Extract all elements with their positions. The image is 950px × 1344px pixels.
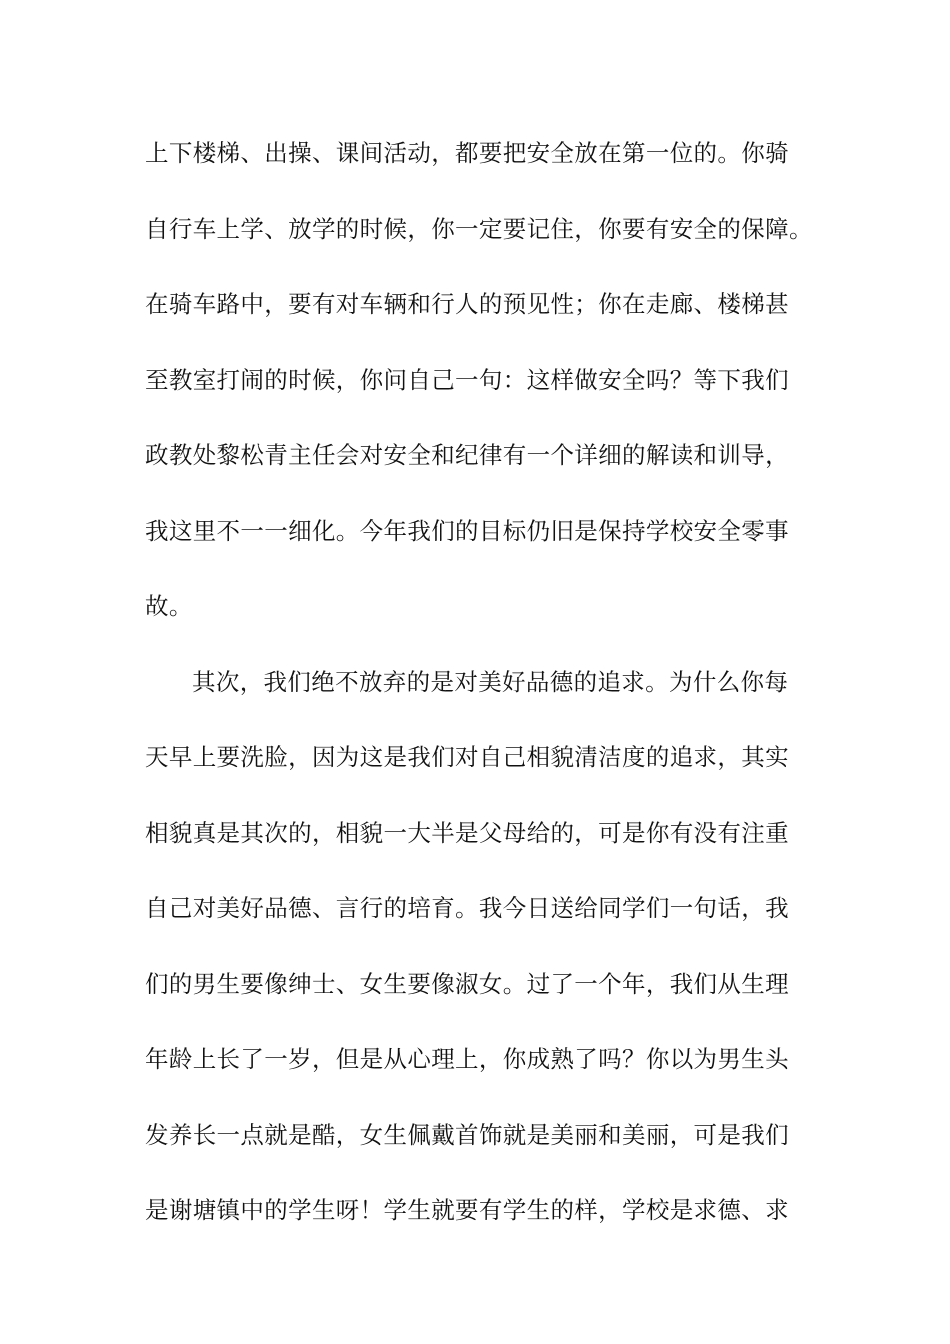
text-line: 天早上要洗脸，因为这是我们对自己相貌清洁度的追求，其实 [145, 743, 789, 771]
text-line: 年龄上长了一岁，但是从心理上，你成熟了吗？你以为男生头 [145, 1045, 789, 1073]
text-line: 上下楼梯、出操、课间活动，都要把安全放在第一位的。你骑 [145, 139, 789, 167]
text-line: 发养长一点就是酷，女生佩戴首饰就是美丽和美丽，可是我们 [145, 1120, 789, 1149]
text-line: 相貌真是其次的，相貌一大半是父母给的，可是你有没有注重 [145, 818, 789, 847]
text-line: 在骑车路中，要有对车辆和行人的预见性；你在走廊、楼梯甚 [145, 290, 789, 318]
text-line: 们的男生要像绅士、女生要像淑女。过了一个年，我们从生理 [145, 969, 789, 998]
text-line: 我这里不一一细化。今年我们的目标仍旧是保持学校安全零事 [145, 516, 789, 545]
text-line: 自己对美好品德、言行的培育。我今日送给同学们一句话，我 [145, 894, 789, 922]
text-line: 政教处黎松青主任会对安全和纪律有一个详细的解读和训导， [145, 441, 789, 469]
text-line: 故。 [145, 592, 193, 620]
text-line: 至教室打闹的时候，你问自己一句：这样做安全吗？等下我们 [145, 365, 789, 394]
body-text [145, 130, 825, 1263]
paragraph-start-line: 其次，我们绝不放弃的是对美好品德的追求。为什么你每 [192, 667, 789, 696]
text-line: 是谢塘镇中的学生呀！学生就要有学生的样，学校是求德、求 [145, 1196, 789, 1224]
text-line: 自行车上学、放学的时候，你一定要记住，你要有安全的保障。 [145, 214, 813, 243]
